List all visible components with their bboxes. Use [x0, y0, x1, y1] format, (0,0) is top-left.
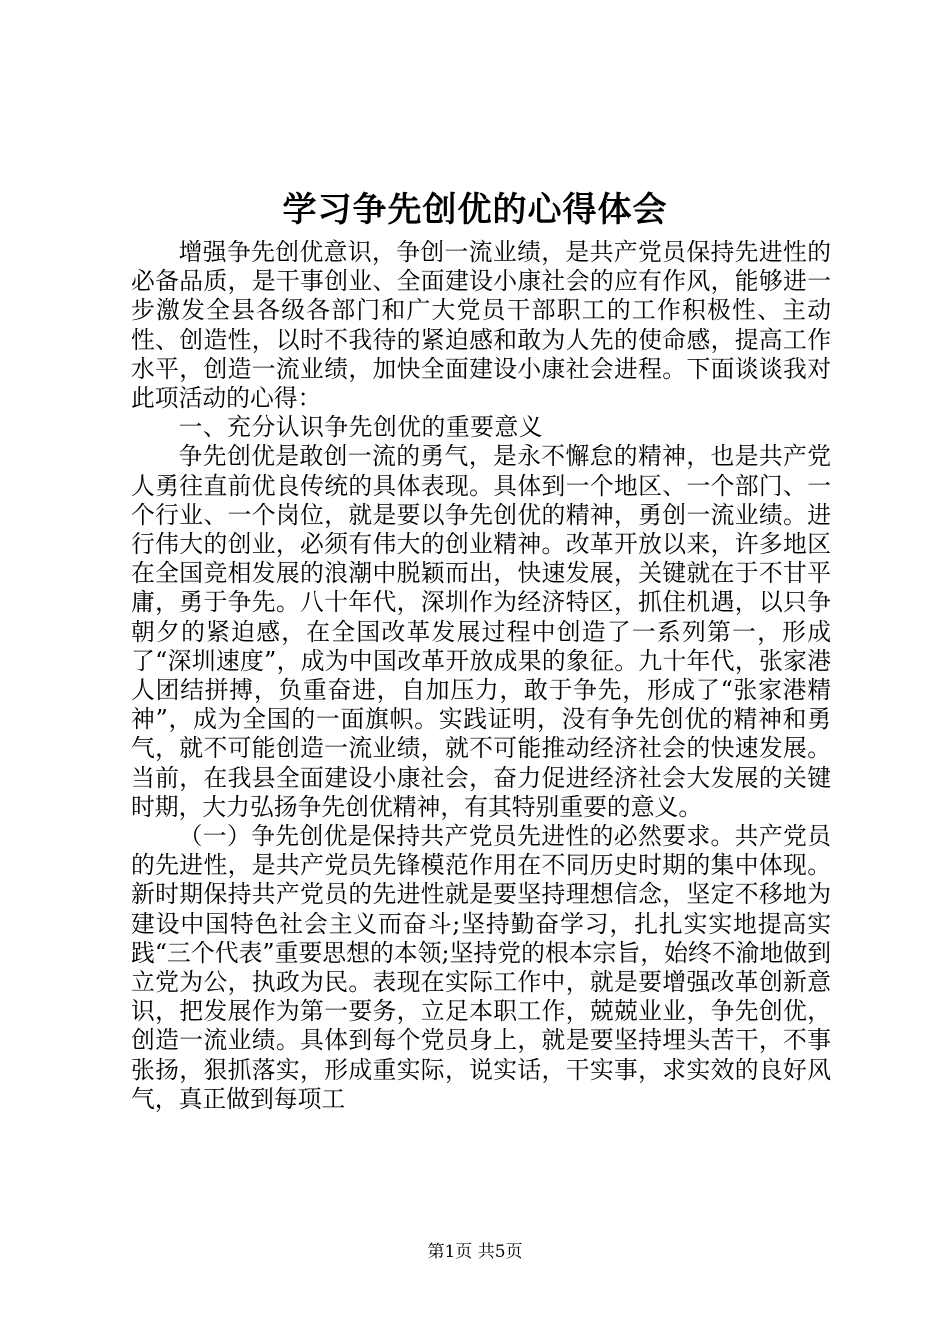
- section-heading: 一、充分认识争先创优的重要意义: [178, 413, 544, 442]
- paragraph-subsection-one: （一）争先创优是保持共产党员先进性的必然要求。共产党员的先进性，是共产党员先锋模范作用在不同历史时期的集中体现。新时期保持共产党员的先进性就是要坚持理想信念，坚定不移地为建设中国特色社会主义而奋斗;坚持勤奋学习，扎扎实实地提高实践“三个代表”重要思想的本领;坚持党的根本宗旨，始终不渝地做到立党为公，执政为民。表现在实际工作中，就是要增强改革创新意识，把发展作为第一要务，立足本职工作，兢兢业业，争先创优，创造一流业绩。具体到每个党员身上，就是要坚持埋头苦干，不事张扬，狠抓落实，形成重实际，说实话，干实事，求实效的良好风气，真正做到每项工: [131, 822, 831, 1113]
- paragraph-intro: 增强争先创优意识，争创一流业绩，是共产党员保持先进性的必备品质，是干事创业、全面建设小康社会的应有作风，能够进一步激发全县各级各部门和广大党员干部职工的工作积极性、主动性、创造性，以时不我待的紧迫感和敢为人先的使命感，提高工作水平，创造一流业绩，加快全面建设小康社会进程。下面谈谈我对此项活动的心得：: [131, 238, 831, 413]
- paragraph-significance: 争先创优是敢创一流的勇气，是永不懈怠的精神，也是共产党人勇往直前优良传统的具体表现。具体到一个地区、一个部门、一个行业、一个岗位，就是要以争先创优的精神，勇创一流业绩。进行伟大的创业，必须有伟大的创业精神。改革开放以来，许多地区在全国竞相发展的浪潮中脱颖而出，快速发展，关键就在于不甘平庸，勇于争先。八十年代，深圳作为经济特区，抓住机遇，以只争朝夕的紧迫感，在全国改革发展过程中创造了一系列第一，形成了“深圳速度”，成为中国改革开放成果的象征。九十年代，张家港人团结拼搏，负重奋进，自加压力，敢于争先，形成了“张家港精神”，成为全国的一面旗帜。实践证明，没有争先创优的精神和勇气，就不可能创造一流业绩，就不可能推动经济社会的快速发展。当前，在我县全面建设小康社会，奋力促进经济社会大发展的关键时期，大力弘扬争先创优精神，有其特别重要的意义。: [131, 442, 831, 821]
- page-number-footer: 第1页 共5页: [427, 1242, 523, 1262]
- document-title: 学习争先创优的心得体会: [282, 190, 668, 230]
- document-body: [131, 238, 831, 1114]
